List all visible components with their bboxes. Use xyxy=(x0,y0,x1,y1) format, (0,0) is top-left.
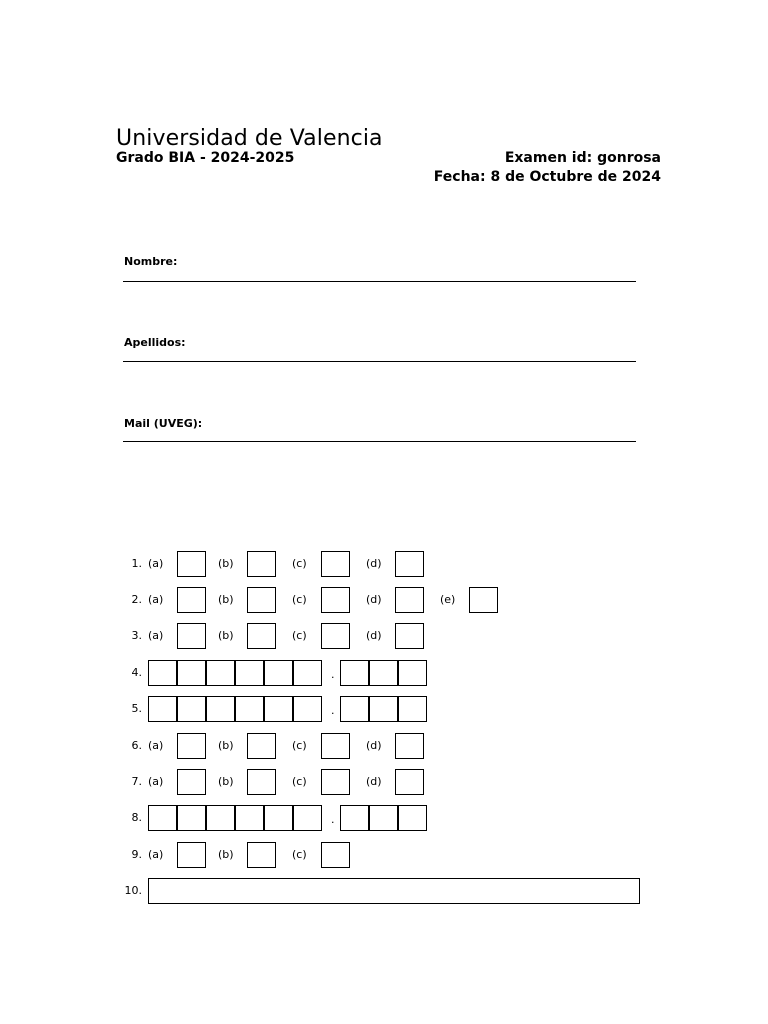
digit-box[interactable] xyxy=(369,696,398,722)
answer-checkbox[interactable] xyxy=(177,842,206,868)
option-label: (c) xyxy=(292,629,307,642)
answer-checkbox[interactable] xyxy=(247,769,276,795)
digit-box[interactable] xyxy=(235,696,264,722)
option-label: (b) xyxy=(218,848,234,861)
answer-checkbox[interactable] xyxy=(247,623,276,649)
question-number: 2. xyxy=(131,593,142,606)
option-label: (a) xyxy=(148,557,164,570)
digit-box[interactable] xyxy=(369,660,398,686)
surname-field[interactable] xyxy=(123,361,636,362)
decimal-separator: . xyxy=(331,668,335,681)
answer-checkbox[interactable] xyxy=(469,587,498,613)
digit-box[interactable] xyxy=(235,660,264,686)
option-label: (b) xyxy=(218,629,234,642)
option-label: (c) xyxy=(292,739,307,752)
digit-box[interactable] xyxy=(177,696,206,722)
mail-label: Mail (UVEG): xyxy=(124,417,203,430)
digit-box[interactable] xyxy=(398,805,427,831)
option-label: (d) xyxy=(366,775,382,788)
digit-box[interactable] xyxy=(264,696,293,722)
question-number: 9. xyxy=(131,848,142,861)
option-label: (d) xyxy=(366,593,382,606)
digit-box[interactable] xyxy=(369,805,398,831)
option-label: (a) xyxy=(148,775,164,788)
question-number: 5. xyxy=(131,702,142,715)
digit-box[interactable] xyxy=(293,696,322,722)
text-answer-box[interactable] xyxy=(148,878,640,904)
answer-checkbox[interactable] xyxy=(177,623,206,649)
question-number: 10. xyxy=(124,884,142,897)
exam-date: Fecha: 8 de Octubre de 2024 xyxy=(433,169,661,185)
answer-checkbox[interactable] xyxy=(395,769,424,795)
option-label: (d) xyxy=(366,739,382,752)
answer-checkbox[interactable] xyxy=(321,733,350,759)
answer-checkbox[interactable] xyxy=(247,551,276,577)
digit-box[interactable] xyxy=(293,805,322,831)
name-label: Nombre: xyxy=(124,255,178,268)
decimal-separator: . xyxy=(331,704,335,717)
digit-box[interactable] xyxy=(148,696,177,722)
question-number: 3. xyxy=(131,629,142,642)
option-label: (a) xyxy=(148,629,164,642)
option-label: (b) xyxy=(218,775,234,788)
option-label: (b) xyxy=(218,593,234,606)
answer-checkbox[interactable] xyxy=(247,587,276,613)
digit-box[interactable] xyxy=(148,660,177,686)
question-number: 8. xyxy=(131,811,142,824)
question-number: 4. xyxy=(131,666,142,679)
digit-box[interactable] xyxy=(340,805,369,831)
option-label: (d) xyxy=(366,557,382,570)
question-number: 1. xyxy=(131,557,142,570)
digit-box[interactable] xyxy=(235,805,264,831)
university-title: Universidad de Valencia xyxy=(116,126,383,151)
question-number: 7. xyxy=(131,775,142,788)
decimal-separator: . xyxy=(331,813,335,826)
digit-box[interactable] xyxy=(206,805,235,831)
digit-box[interactable] xyxy=(177,660,206,686)
digit-box[interactable] xyxy=(398,660,427,686)
digit-box[interactable] xyxy=(177,805,206,831)
answer-checkbox[interactable] xyxy=(395,733,424,759)
answer-checkbox[interactable] xyxy=(177,551,206,577)
option-label: (e) xyxy=(440,593,456,606)
option-label: (c) xyxy=(292,557,307,570)
option-label: (a) xyxy=(148,593,164,606)
course-label: Grado BIA - 2024-2025 xyxy=(116,150,295,166)
answer-checkbox[interactable] xyxy=(321,623,350,649)
answer-checkbox[interactable] xyxy=(321,587,350,613)
answer-checkbox[interactable] xyxy=(247,733,276,759)
question-number: 6. xyxy=(131,739,142,752)
option-label: (b) xyxy=(218,557,234,570)
answer-checkbox[interactable] xyxy=(177,733,206,759)
answer-checkbox[interactable] xyxy=(395,551,424,577)
answer-checkbox[interactable] xyxy=(395,623,424,649)
answer-checkbox[interactable] xyxy=(321,551,350,577)
answer-checkbox[interactable] xyxy=(177,769,206,795)
answer-checkbox[interactable] xyxy=(177,587,206,613)
digit-box[interactable] xyxy=(340,660,369,686)
option-label: (c) xyxy=(292,848,307,861)
digit-box[interactable] xyxy=(293,660,322,686)
option-label: (b) xyxy=(218,739,234,752)
answer-checkbox[interactable] xyxy=(395,587,424,613)
answer-checkbox[interactable] xyxy=(321,842,350,868)
name-field[interactable] xyxy=(123,281,636,282)
digit-box[interactable] xyxy=(398,696,427,722)
digit-box[interactable] xyxy=(264,805,293,831)
option-label: (a) xyxy=(148,848,164,861)
option-label: (a) xyxy=(148,739,164,752)
digit-box[interactable] xyxy=(148,805,177,831)
surname-label: Apellidos: xyxy=(124,336,186,349)
answer-checkbox[interactable] xyxy=(247,842,276,868)
exam-id: Examen id: gonrosa xyxy=(504,150,661,166)
answer-checkbox[interactable] xyxy=(321,769,350,795)
digit-box[interactable] xyxy=(206,660,235,686)
mail-field[interactable] xyxy=(123,441,636,442)
digit-box[interactable] xyxy=(340,696,369,722)
option-label: (c) xyxy=(292,593,307,606)
option-label: (c) xyxy=(292,775,307,788)
digit-box[interactable] xyxy=(264,660,293,686)
option-label: (d) xyxy=(366,629,382,642)
digit-box[interactable] xyxy=(206,696,235,722)
